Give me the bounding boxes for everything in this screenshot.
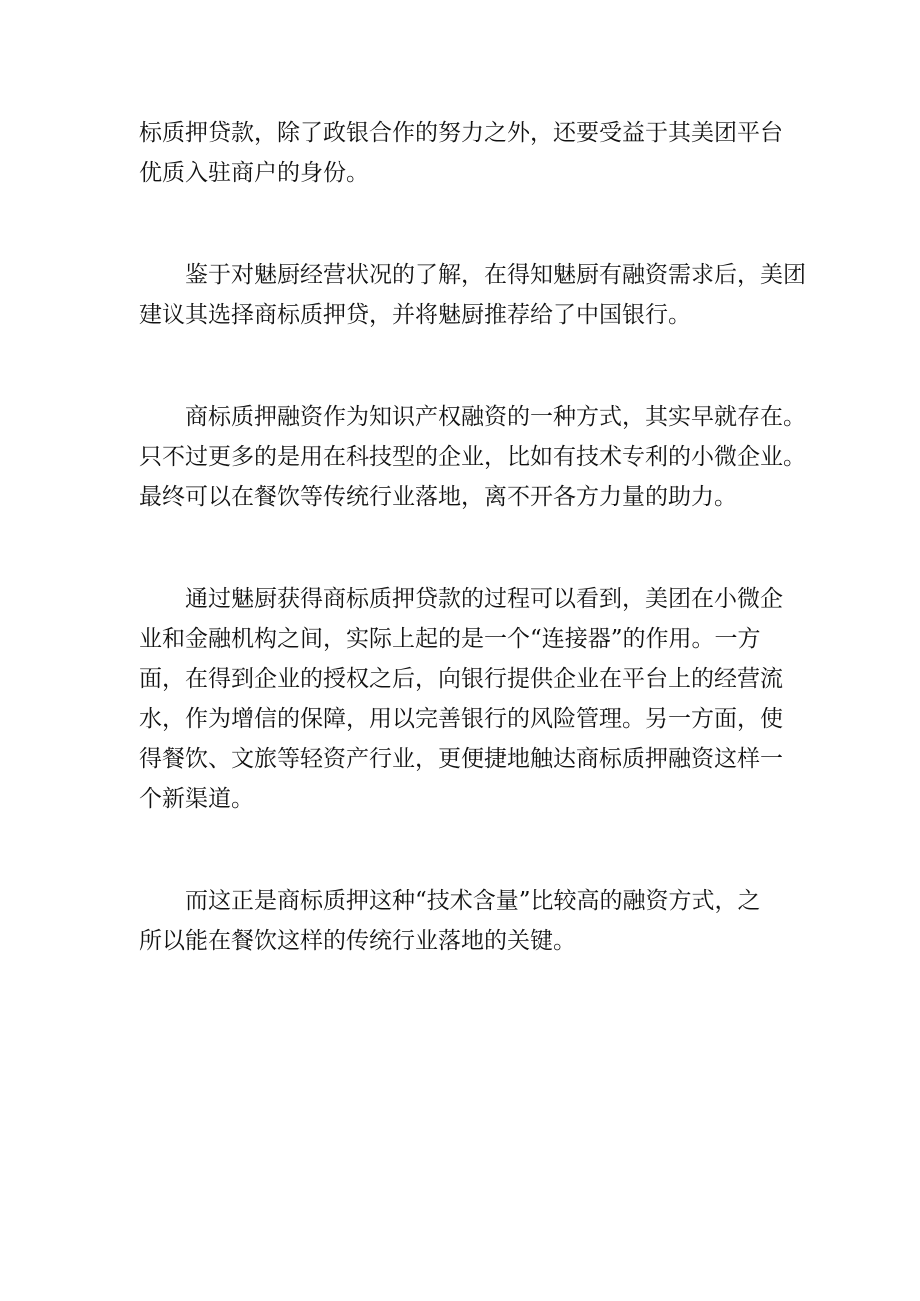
- paragraph-line: 水，作为增信的保障，用以完善银行的风险管理。另一方面，使: [139, 706, 783, 732]
- paragraph-line: 只不过更多的是用在科技型的企业，比如有技术专利的小微企业。: [139, 444, 806, 470]
- paragraph-line: 而这正是商标质押这种“技术含量”比较高的融资方式，之: [185, 888, 761, 914]
- document-body: [139, 113, 807, 961]
- paragraph-line: 面，在得到企业的授权之后，向银行提供企业在平台上的经营流: [139, 666, 783, 692]
- paragraph-line: 业和金融机构之间，实际上起的是一个“连接器”的作用。一方: [139, 626, 761, 652]
- paragraph-line: 标质押贷款，除了政银合作的努力之外，还要受益于其美团平台: [139, 120, 783, 146]
- paragraph-line: 得餐饮、文旅等轻资产行业，更便捷地触达商标质押融资这样一: [139, 746, 783, 772]
- paragraph-2: [139, 255, 807, 335]
- paragraph-5: [139, 881, 807, 961]
- paragraph-line: 通过魅厨获得商标质押贷款的过程可以看到，美团在小微企: [185, 586, 783, 612]
- paragraph-4: [139, 579, 807, 819]
- paragraph-spacer: [139, 517, 807, 579]
- paragraph-3: [139, 397, 807, 517]
- paragraph-line: 建议其选择商标质押贷，并将魅厨推荐给了中国银行。: [139, 302, 691, 328]
- paragraph-line: 最终可以在餐饮等传统行业落地，离不开各方力量的助力。: [139, 484, 737, 510]
- paragraph-line: 所以能在餐饮这样的传统行业落地的关键。: [139, 928, 576, 954]
- paragraph-line: 商标质押融资作为知识产权融资的一种方式，其实早就存在。: [185, 404, 806, 430]
- paragraph-spacer: [139, 335, 807, 397]
- paragraph-line: 个新渠道。: [139, 786, 254, 812]
- paragraph-line: 鉴于对魅厨经营状况的了解，在得知魅厨有融资需求后，美团: [185, 262, 806, 288]
- paragraph-spacer: [139, 819, 807, 881]
- paragraph-line: 优质入驻商户的身份。: [139, 160, 369, 186]
- paragraph-1: [139, 113, 807, 193]
- paragraph-spacer: [139, 193, 807, 255]
